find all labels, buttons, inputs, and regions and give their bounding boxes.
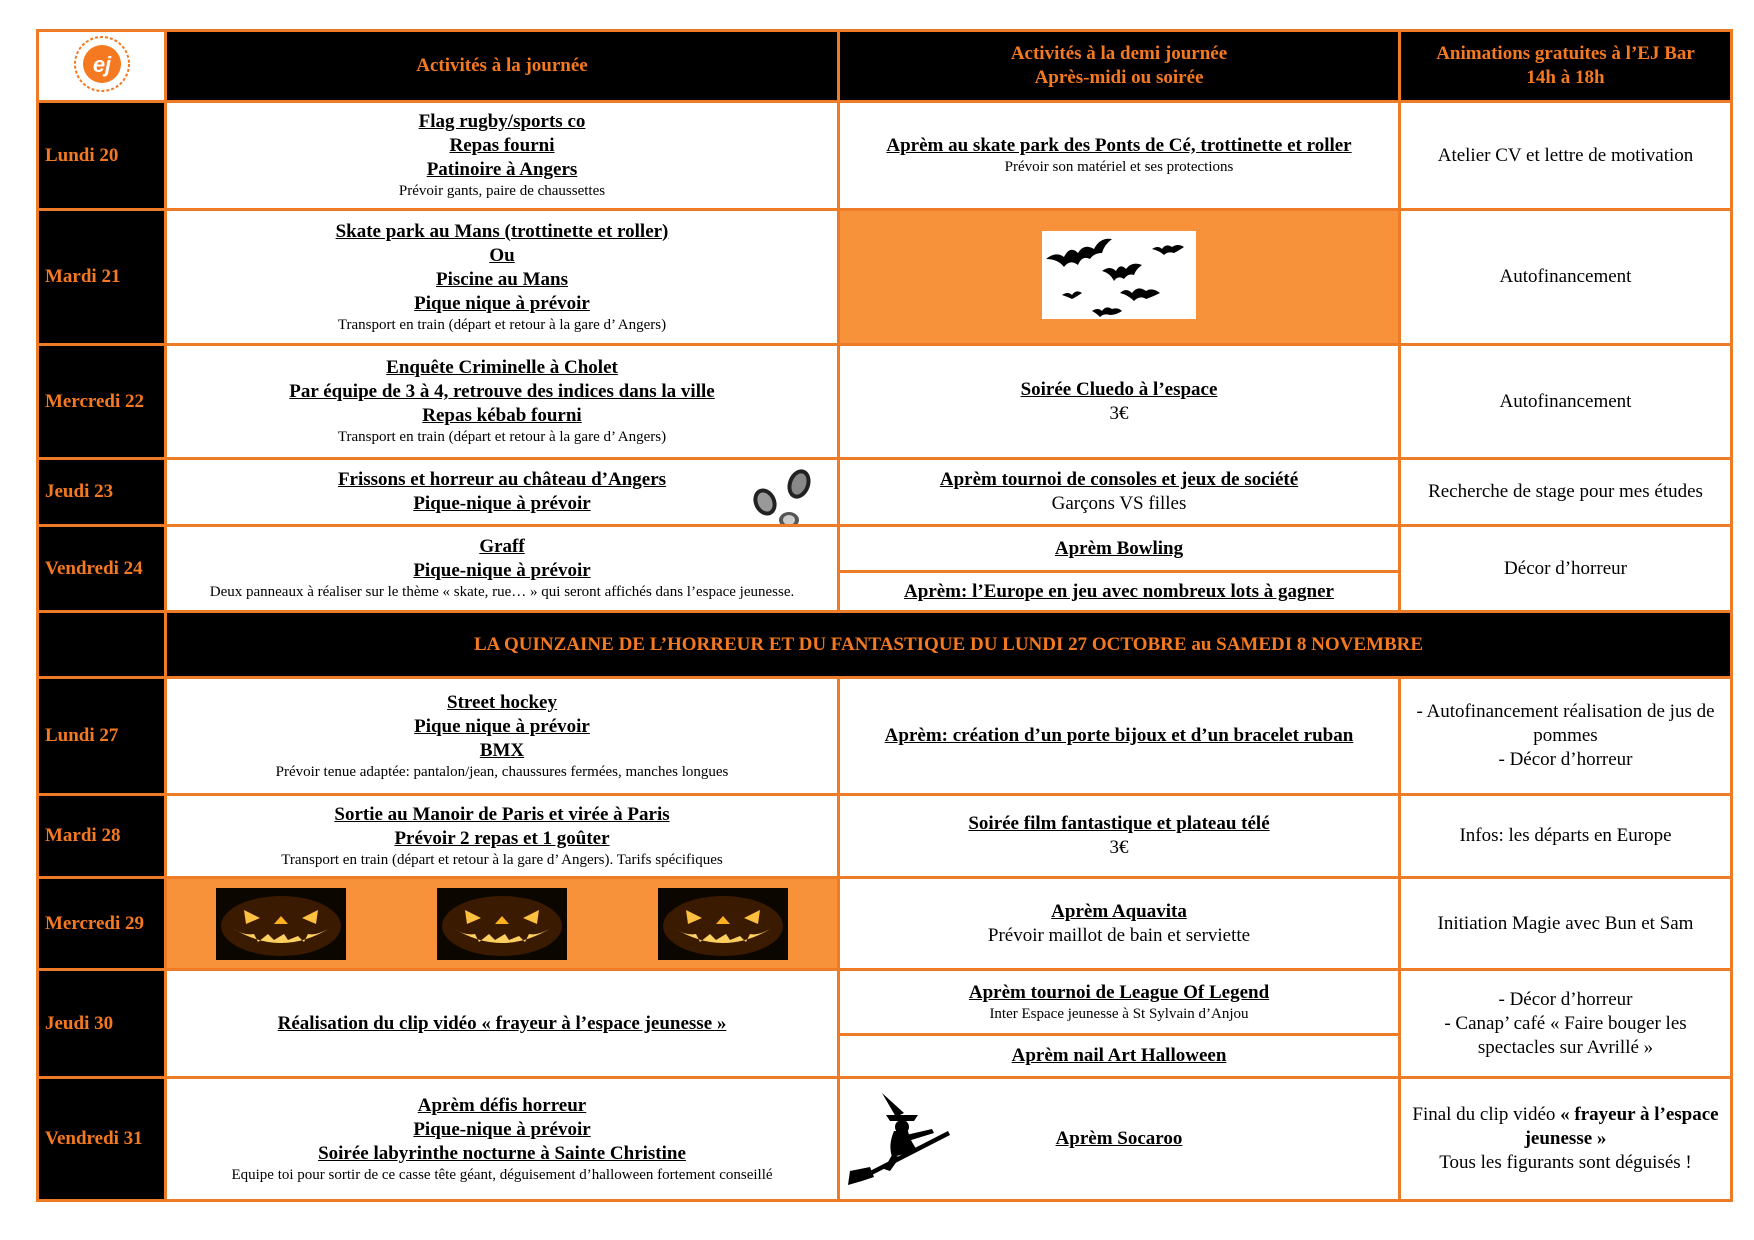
anim-text: - Canap’ café « Faire bouger les spectacles sur Avrillé » (1444, 1012, 1687, 1058)
activity-title: Soirée Cluedo à l’espace (1020, 378, 1218, 400)
header-anim-line1: Animations gratuites à l’EJ Bar (1436, 43, 1695, 64)
day-label: Lundi 20 (38, 102, 166, 210)
ej-logo-icon (67, 34, 137, 94)
row-vendredi-24 (38, 526, 1732, 572)
anim-text: - Décor d’horreur (1498, 749, 1633, 770)
demi-cell (839, 795, 1400, 878)
anim-text: Initiation Magie avec Bun et Sam (1437, 912, 1694, 934)
activity-title: Street hockey (447, 691, 557, 713)
anim-cell (1400, 210, 1732, 345)
demi-cell-a (839, 970, 1400, 1035)
activity-title: Pique-nique à prévoir (413, 560, 591, 581)
activity-title: Aprèm Socaroo (1055, 1128, 1183, 1149)
activity-title: Skate park au Mans (trottinette et roller) (335, 220, 669, 242)
day-label: Jeudi 30 (38, 970, 166, 1078)
activity-title: Aprèm défis horreur (417, 1094, 587, 1116)
anim-cell (1400, 526, 1732, 612)
anim-cell (1400, 795, 1732, 878)
demi-cell-a (839, 526, 1400, 572)
journee-cell (166, 678, 839, 795)
anim-cell (1400, 459, 1732, 526)
journee-cell (166, 526, 839, 612)
row-mercredi-29 (38, 878, 1732, 970)
row-jeudi-30 (38, 970, 1732, 1035)
journee-cell (166, 970, 839, 1078)
anim-text: Décor d’horreur (1504, 557, 1627, 579)
activity-title: Pique nique à prévoir (414, 292, 590, 314)
activity-note: Deux panneaux à réaliser sur le thème « skate, rue… » qui seront affichés dans l’espace jeunesse. (209, 584, 795, 600)
activity-note: Inter Espace jeunesse à St Sylvain d’Anjou (989, 1005, 1249, 1022)
anim-cell (1400, 678, 1732, 795)
anim-text: Tous les figurants sont déguisés ! (1439, 1152, 1692, 1173)
anim-text: Recherche de stage pour mes études (1428, 481, 1703, 502)
pumpkins-row (171, 888, 833, 960)
activity-title: Pique nique à prévoir (414, 715, 590, 737)
demi-cell (839, 102, 1400, 210)
header-row (38, 31, 1732, 102)
schedule-table (36, 29, 1733, 1202)
activity-note: Transport en train (départ et retour à la gare d’ Angers) (337, 429, 667, 445)
activity-title: Aprèm tournoi de consoles et jeux de société (939, 469, 1299, 490)
activity-title: Réalisation du clip vidéo « frayeur à l’espace jeunesse » (277, 1012, 727, 1034)
anim-text (1405, 1103, 1726, 1151)
activity-title: Sortie au Manoir de Paris et virée à Paris (334, 803, 670, 825)
anim-cell (1400, 345, 1732, 459)
journee-cell (166, 102, 839, 210)
activity-note: Garçons VS filles (1051, 493, 1187, 514)
anim-cell (1400, 970, 1732, 1078)
activity-title: Aprèm: l’Europe en jeu avec nombreux lots à gagner (904, 580, 1334, 602)
footprints-icon (745, 468, 819, 526)
jack-o-lantern-icon (658, 888, 788, 960)
activity-title: Piscine au Mans (436, 268, 568, 290)
activity-price: 3€ (1109, 837, 1129, 858)
anim-text: - Autofinancement réalisation de jus de pommes (1416, 701, 1715, 746)
row-vendredi-31 (38, 1078, 1732, 1201)
activity-title: Flag rugby/sports co (418, 111, 586, 132)
demi-cell (839, 345, 1400, 459)
band-title: LA QUINZAINE DE L’HORREUR ET DU FANTASTIQUE DU LUNDI 27 OCTOBRE au SAMEDI 8 NOVEMBRE (166, 612, 1732, 678)
day-label: Mercredi 29 (38, 878, 166, 970)
anim-text: Atelier CV et lettre de motivation (1437, 144, 1694, 166)
day-label: Lundi 27 (38, 678, 166, 795)
day-label: Mardi 21 (38, 210, 166, 345)
journee-cell (166, 1078, 839, 1201)
activity-title: Ou (489, 244, 515, 266)
day-label: Vendredi 24 (38, 526, 166, 612)
band-row (38, 612, 1732, 678)
header-animations (1400, 31, 1732, 102)
demi-cell (839, 878, 1400, 970)
journee-cell (166, 459, 839, 526)
activity-title: Repas fourni (449, 135, 555, 156)
anim-text: - Décor d’horreur (1498, 988, 1633, 1010)
header-anim-line2: 14h à 18h (1526, 67, 1605, 88)
anim-text: Autofinancement (1499, 266, 1632, 287)
activity-note: Prévoir tenue adaptée: pantalon/jean, chaussures fermées, manches longues (275, 763, 729, 780)
demi-cell-bats (839, 210, 1400, 345)
activity-note: Transport en train (départ et retour à la gare d’ Angers) (337, 316, 667, 333)
jack-o-lantern-icon (216, 888, 346, 960)
header-demi-journee (839, 31, 1400, 102)
activity-title: Frissons et horreur au château d’Angers (337, 469, 667, 490)
anim-cell (1400, 1078, 1732, 1201)
activity-title: Aprèm Bowling (1054, 537, 1184, 559)
activity-note: Prévoir son matériel et ses protections (1004, 159, 1234, 175)
header-journee: Activités à la journée (166, 31, 839, 102)
activity-title: Soirée film fantastique et plateau télé (968, 813, 1270, 834)
header-demi-line2: Après-midi ou soirée (1034, 67, 1204, 88)
activity-title: Aprèm nail Art Halloween (1011, 1045, 1227, 1066)
activity-title: Aprèm tournoi de League Of Legend (968, 981, 1270, 1003)
activity-title: Patinoire à Angers (426, 159, 578, 180)
demi-cell (839, 678, 1400, 795)
row-lundi-20 (38, 102, 1732, 210)
demi-cell-b (839, 1035, 1400, 1078)
demi-cell (839, 459, 1400, 526)
activity-note: Prévoir gants, paire de chaussettes (398, 183, 606, 199)
activity-note: Equipe toi pour sortir de ce casse tête géant, déguisement d’halloween fortement conseillé (231, 1166, 773, 1183)
row-jeudi-23 (38, 459, 1732, 526)
journee-cell (166, 795, 839, 878)
header-demi-line1: Activités à la demi journée (1010, 43, 1228, 64)
activity-title: Soirée labyrinthe nocturne à Sainte Christine (318, 1142, 686, 1164)
bats-icon (1042, 231, 1196, 319)
activity-title: Graff (479, 536, 525, 557)
activity-title: Enquête Criminelle à Cholet (386, 357, 618, 378)
day-label: Mardi 28 (38, 795, 166, 878)
activity-title: Prévoir 2 repas et 1 goûter (394, 827, 610, 849)
activity-title: Pique-nique à prévoir (413, 1118, 591, 1140)
row-mardi-28 (38, 795, 1732, 878)
row-mercredi-22 (38, 345, 1732, 459)
anim-text-bold: « frayeur à l’espace jeunesse » (1524, 1104, 1719, 1149)
activity-title: Repas kébab fourni (422, 405, 582, 426)
band-blank (38, 612, 166, 678)
activity-title: Aprèm: création d’un porte bijoux et d’un bracelet ruban (884, 725, 1354, 746)
anim-text: Autofinancement (1499, 390, 1632, 412)
activity-title: Pique-nique à prévoir (413, 493, 591, 514)
activity-title: Aprèm Aquavita (1051, 900, 1187, 922)
journee-cell (166, 210, 839, 345)
row-mardi-21 (38, 210, 1732, 345)
activity-title: BMX (479, 739, 525, 761)
anim-text: Infos: les départs en Europe (1459, 825, 1672, 846)
anim-text-part: Final du clip vidéo (1412, 1104, 1561, 1125)
activity-note: Transport en train (départ et retour à la gare d’ Angers). Tarifs spécifiques (281, 851, 723, 868)
day-label: Mercredi 22 (38, 345, 166, 459)
jack-o-lantern-icon (437, 888, 567, 960)
witch-on-broom-icon (848, 1091, 958, 1187)
logo-cell (38, 31, 166, 102)
activity-note: Prévoir maillot de bain et serviette (987, 924, 1251, 946)
demi-cell (839, 1078, 1400, 1201)
day-label: Vendredi 31 (38, 1078, 166, 1201)
day-label: Jeudi 23 (38, 459, 166, 526)
activity-title: Aprèm au skate park des Ponts de Cé, trottinette et roller (886, 135, 1352, 156)
anim-cell (1400, 102, 1732, 210)
activity-title: Par équipe de 3 à 4, retrouve des indices dans la ville (289, 381, 715, 402)
row-lundi-27 (38, 678, 1732, 795)
anim-cell (1400, 878, 1732, 970)
demi-cell-b (839, 572, 1400, 612)
logo-text: ej (92, 51, 111, 77)
activity-price: 3€ (1109, 402, 1129, 424)
journee-cell-pumpkins (166, 878, 839, 970)
journee-cell (166, 345, 839, 459)
